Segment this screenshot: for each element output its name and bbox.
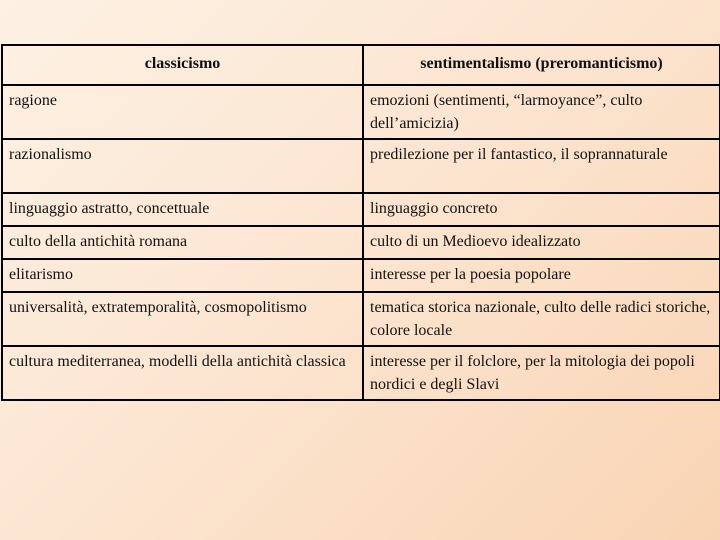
table-row — [2, 292, 720, 346]
comparison-table — [1, 44, 720, 401]
cell-sentimentalismo: emozioni (sentimenti, “larmoyance”, culto dell’amicizia) — [363, 85, 720, 139]
table-row — [2, 259, 720, 292]
cell-sentimentalismo: interesse per la poesia popolare — [363, 259, 720, 292]
cell-classicismo: elitarismo — [2, 259, 363, 292]
cell-classicismo: culto della antichità romana — [2, 226, 363, 259]
header-sentimentalismo: sentimentalismo (preromanticismo) — [363, 45, 720, 85]
cell-classicismo: razionalismo — [2, 139, 363, 193]
table-row — [2, 193, 720, 226]
table-row — [2, 226, 720, 259]
cell-sentimentalismo: culto di un Medioevo idealizzato — [363, 226, 720, 259]
cell-sentimentalismo: tematica storica nazionale, culto delle radici storiche, colore locale — [363, 292, 720, 346]
cell-classicismo: universalità, extratemporalità, cosmopolitismo — [2, 292, 363, 346]
table-row — [2, 139, 720, 193]
table-row — [2, 346, 720, 400]
cell-sentimentalismo: interesse per il folclore, per la mitologia dei popoli nordici e degli Slavi — [363, 346, 720, 400]
header-row — [2, 45, 720, 85]
table-row — [2, 85, 720, 139]
cell-classicismo: cultura mediterranea, modelli della antichità classica — [2, 346, 363, 400]
cell-sentimentalismo: predilezione per il fantastico, il soprannaturale — [363, 139, 720, 193]
cell-classicismo: linguaggio astratto, concettuale — [2, 193, 363, 226]
header-classicismo: classicismo — [2, 45, 363, 85]
cell-classicismo: ragione — [2, 85, 363, 139]
cell-sentimentalismo: linguaggio concreto — [363, 193, 720, 226]
